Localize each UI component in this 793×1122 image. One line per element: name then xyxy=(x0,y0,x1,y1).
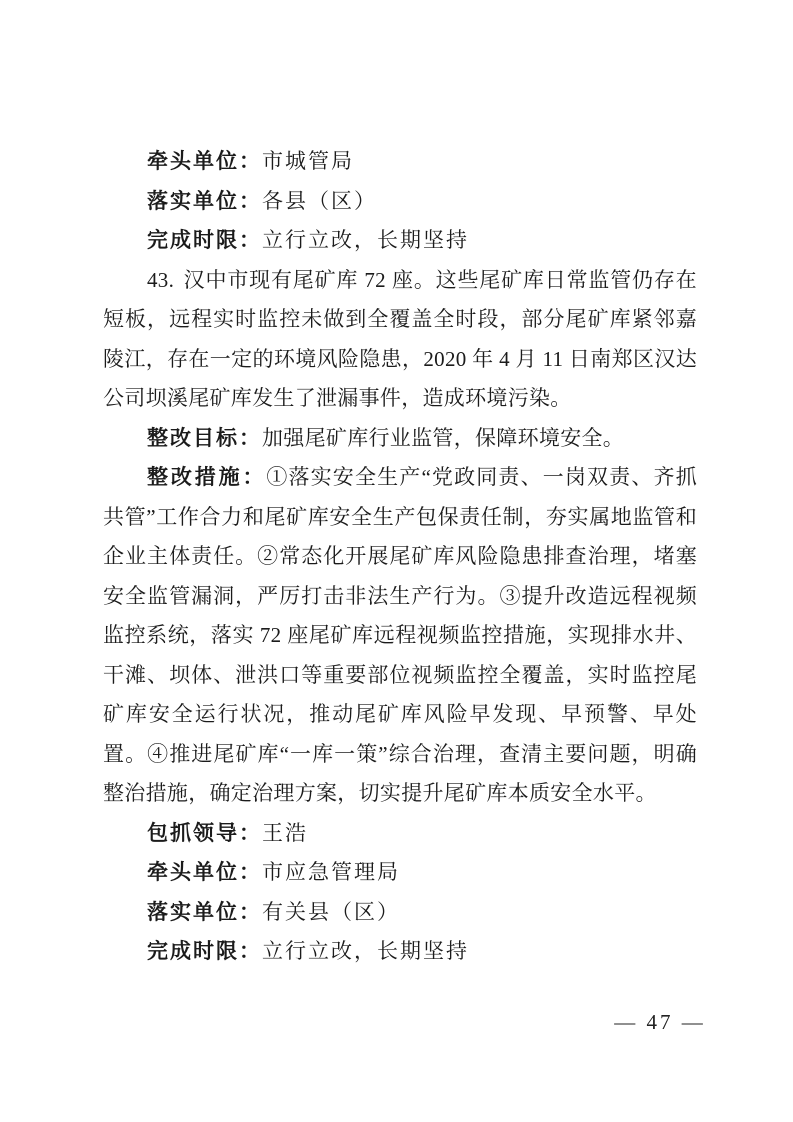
problem-text: 汉中市现有尾矿库 72 座。这些尾矿库日常监管仍存在短板，远程实时监控未做到全覆盖全时段，部分尾矿库紧邻嘉陵江，存在一定的环境风险隐患，2020 年 4 月 11 日南郑区汉达公司坝溪尾矿库发生了泄漏事件，造成环境污染。 xyxy=(103,267,697,410)
field-deadline-bottom xyxy=(103,932,697,972)
field-value: 立行立改，长期坚持 xyxy=(262,939,469,963)
field-value: 各县（区） xyxy=(262,188,377,213)
field-implement-unit-bottom xyxy=(103,893,697,933)
field-leader xyxy=(103,814,697,854)
field-lead-unit-bottom xyxy=(103,853,697,893)
goal-paragraph xyxy=(103,419,697,459)
field-label: 牵头单位： xyxy=(147,861,262,884)
field-label: 包抓领导： xyxy=(147,821,262,845)
field-value: 市应急管理局 xyxy=(262,860,400,884)
measures-text: ①落实安全生产“党政同责、一岗双责、齐抓共管”工作合力和尾矿库安全生产包保责任制，夯实属地监管和企业主体责任。②常态化开展尾矿库风险隐患排查治理，堵塞安全监管漏洞，严厉打击非法生产行为。③提升改造远程视频监控系统，落实 72 座尾矿库远程视频监控措施，实现排水井、干滩、坝体、泄洪口等重要部位视频监控全覆盖，实时监控尾矿库安全运行状况，推动尾矿库风险早发现、早预警、早处置。④推进尾矿库“一库一策”综合治理，查清主要问题，明确整治措施，确定治理方案，切实提升尾矿库本质安全水平。 xyxy=(103,465,697,805)
measures-paragraph xyxy=(103,458,697,814)
field-value: 立行立改，长期坚持 xyxy=(262,228,469,252)
measures-label: 整改措施： xyxy=(147,466,267,489)
field-value: 市城管局 xyxy=(262,149,354,173)
goal-label: 整改目标： xyxy=(147,426,262,450)
field-lead-unit-top xyxy=(103,142,697,182)
item-number: 43. xyxy=(147,267,175,292)
page-number: — 47 — xyxy=(614,1010,706,1034)
field-label: 落实单位： xyxy=(147,900,262,924)
problem-paragraph xyxy=(103,261,697,419)
field-label: 完成时限： xyxy=(147,940,262,963)
field-label: 牵头单位： xyxy=(147,150,262,173)
goal-text: 加强尾矿库行业监管，保障环境安全。 xyxy=(262,425,625,450)
field-value: 王浩 xyxy=(262,820,308,845)
field-label: 完成时限： xyxy=(147,229,262,252)
field-label: 落实单位： xyxy=(147,189,262,213)
document-content xyxy=(103,142,697,972)
field-value: 有关县（区） xyxy=(262,899,400,924)
field-implement-unit-top xyxy=(103,182,697,222)
field-deadline-top xyxy=(103,221,697,261)
